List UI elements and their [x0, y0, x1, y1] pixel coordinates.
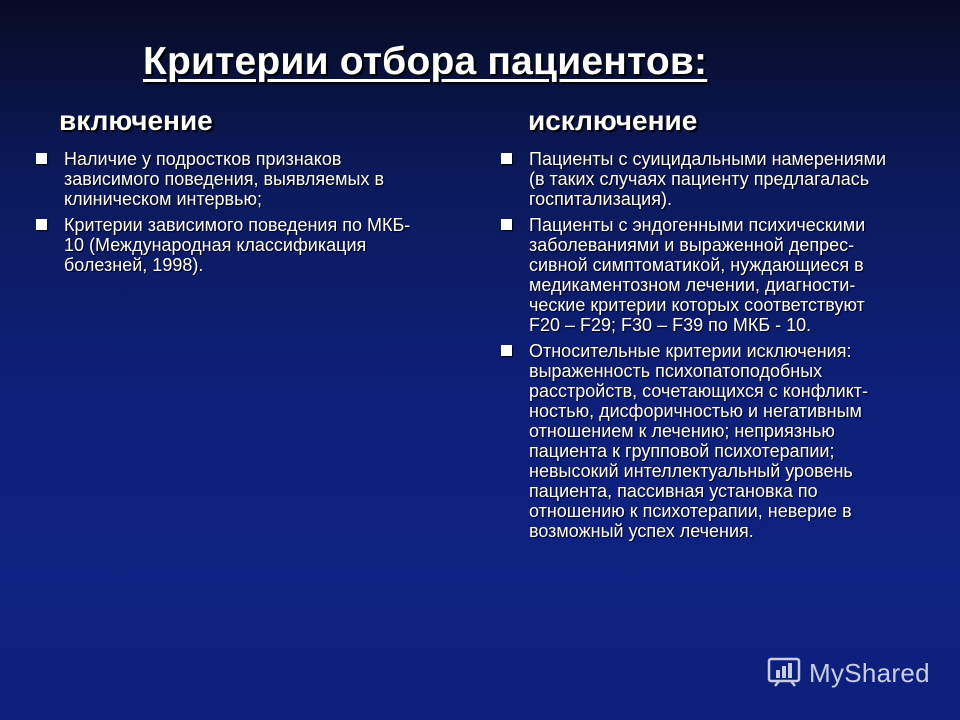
exclusion-heading: исключение	[528, 105, 698, 136]
list-item-line: выраженность психопатоподобных	[529, 361, 823, 381]
list-item-line: F20 – F29; F30 – F39 по МКБ - 10.	[529, 315, 812, 335]
list-item	[499, 215, 954, 335]
exclusion-list	[499, 149, 954, 547]
list-item-line: возможный успех лечения.	[529, 521, 754, 541]
list-item-line: Пациенты с суицидальными намерениями	[529, 149, 887, 169]
list-item	[499, 149, 954, 209]
square-bullet-icon	[501, 219, 512, 230]
myshared-logo-icon	[767, 655, 803, 692]
list-item-line: ностью, дисфоричностью и негативным	[529, 401, 862, 421]
list-item-line: 10 (Международная классификация	[64, 235, 367, 255]
watermark[interactable]	[767, 655, 930, 692]
list-item-line: пациента к групповой психотерапии;	[529, 441, 835, 461]
square-bullet-icon	[36, 219, 47, 230]
list-item-line: Пациенты с эндогенными психическими	[529, 215, 866, 235]
list-item-line: зависимого поведения, выявляемых в	[64, 169, 385, 189]
list-item-line: медикаментозном лечении, диагности-	[529, 275, 856, 295]
list-item-line: (в таких случаях пациенту предлагалась	[529, 169, 870, 189]
list-item-line: пациента, пассивная установка по	[529, 481, 818, 501]
list-item-line: расстройств, сочетающихся с конфликт-	[529, 381, 869, 401]
list-item-line: ческие критерии которых соответствуют	[529, 295, 865, 315]
list-item-line: болезней, 1998).	[64, 255, 204, 275]
list-item	[34, 149, 484, 209]
list-item-line: невысокий интеллектуальный уровень	[529, 461, 853, 481]
list-item	[34, 215, 484, 275]
square-bullet-icon	[36, 153, 47, 164]
list-item	[499, 341, 954, 541]
watermark-text: MyShared	[809, 658, 930, 688]
list-item-line: Критерии зависимого поведения по МКБ-	[64, 215, 411, 235]
list-item-line: отношению к психотерапии, неверие в	[529, 501, 852, 521]
list-item-line: Относительные критерии исключения:	[529, 341, 852, 361]
square-bullet-icon	[501, 345, 512, 356]
list-item-line: Наличие у подростков признаков	[64, 149, 342, 169]
list-item-line: отношением к лечению; неприязнью	[529, 421, 835, 441]
square-bullet-icon	[501, 153, 512, 164]
list-item-line: госпитализация).	[529, 189, 672, 209]
list-item-line: клиническом интервью;	[64, 189, 262, 209]
inclusion-heading: включение	[59, 105, 213, 136]
slide-title: Критерии отбора пациентов:	[143, 40, 708, 83]
list-item-line: сивной симптоматикой, нуждающиеся в	[529, 255, 864, 275]
list-item-line: заболеваниями и выраженной депрес-	[529, 235, 855, 255]
inclusion-list	[34, 149, 484, 281]
